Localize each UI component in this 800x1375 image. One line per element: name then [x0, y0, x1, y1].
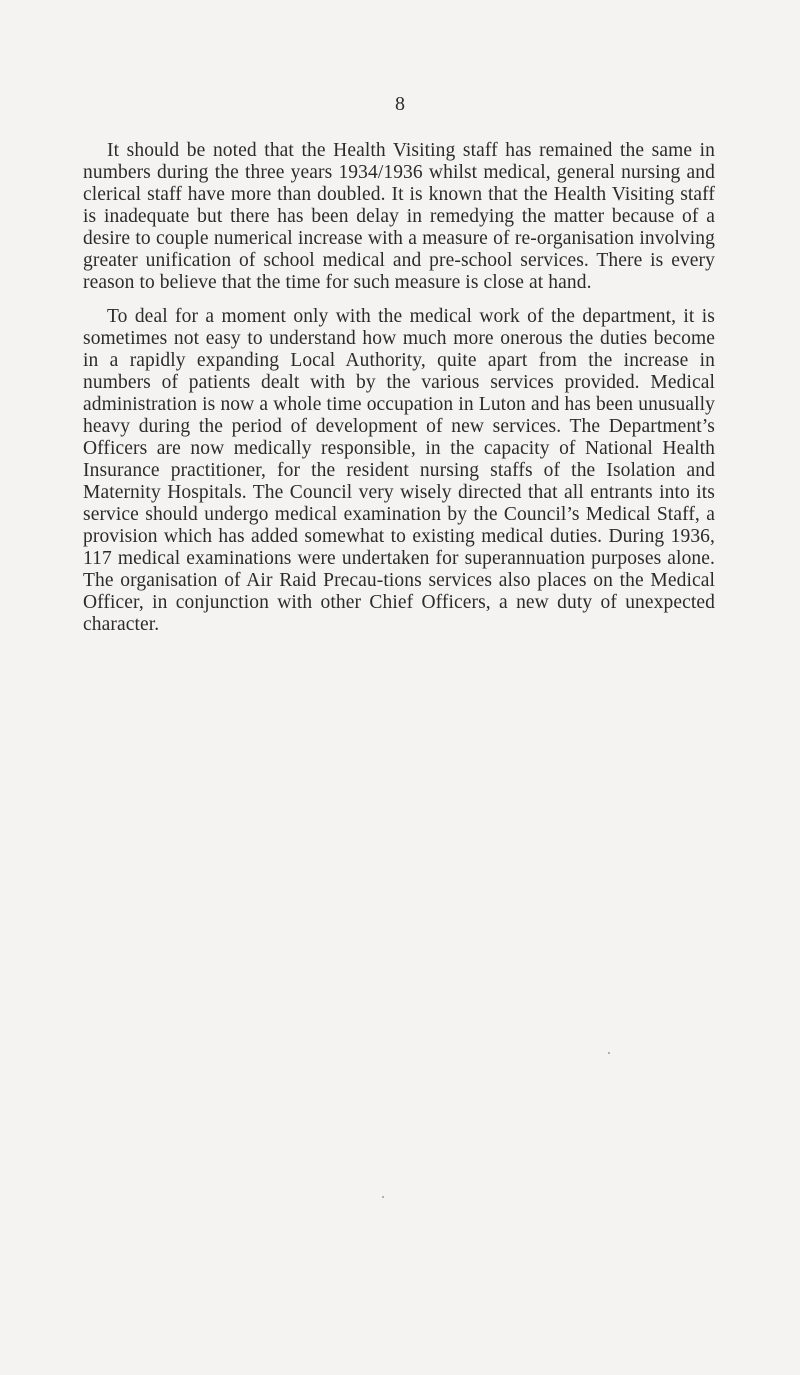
paragraph-medical-work: To deal for a moment only with the medical work of the department, it is sometimes not easy to understand how much more onerous the duties become in a rapidly expanding Local Authority, quite apart from the increase in numbers of patients dealt with by the various services provided. Medical administration is now a whole time occupation in Luton and has been unusually heavy during the period of development of new services. The Department’s Officers are now medically responsible, in the capacity of National Health Insurance practitioner, for the resident nursing staffs of the Isolation and Maternity Hospitals. The Council very wisely directed that all entrants into its service should undergo medical examination by the Council’s Medical Staff, a provision which has added somewhat to existing medical duties. During 1936, 117 medical examinations were undertaken for superannuation purposes alone. The organisation of Air Raid Precau-tions services also places on the Medical Officer, in conjunction with other Chief Officers, a new duty of unexpected character. [83, 306, 715, 635]
document-body [83, 140, 715, 636]
page-number: 8 [395, 93, 405, 115]
paragraph-health-visiting-staff: It should be noted that the Health Visiting staff has remained the same in numbers during the three years 1934/1936 whilst medical, general nursing and clerical staff have more than doubled. It is known that the Health Visiting staff is inadequate but there has been delay in remedying the matter because of a desire to couple numerical increase with a measure of re-organisation involving greater unification of school medical and pre-school services. There is every reason to believe that the time for such measure is close at hand. [83, 140, 715, 293]
scan-speck [608, 1052, 610, 1054]
scan-speck [382, 1196, 384, 1198]
